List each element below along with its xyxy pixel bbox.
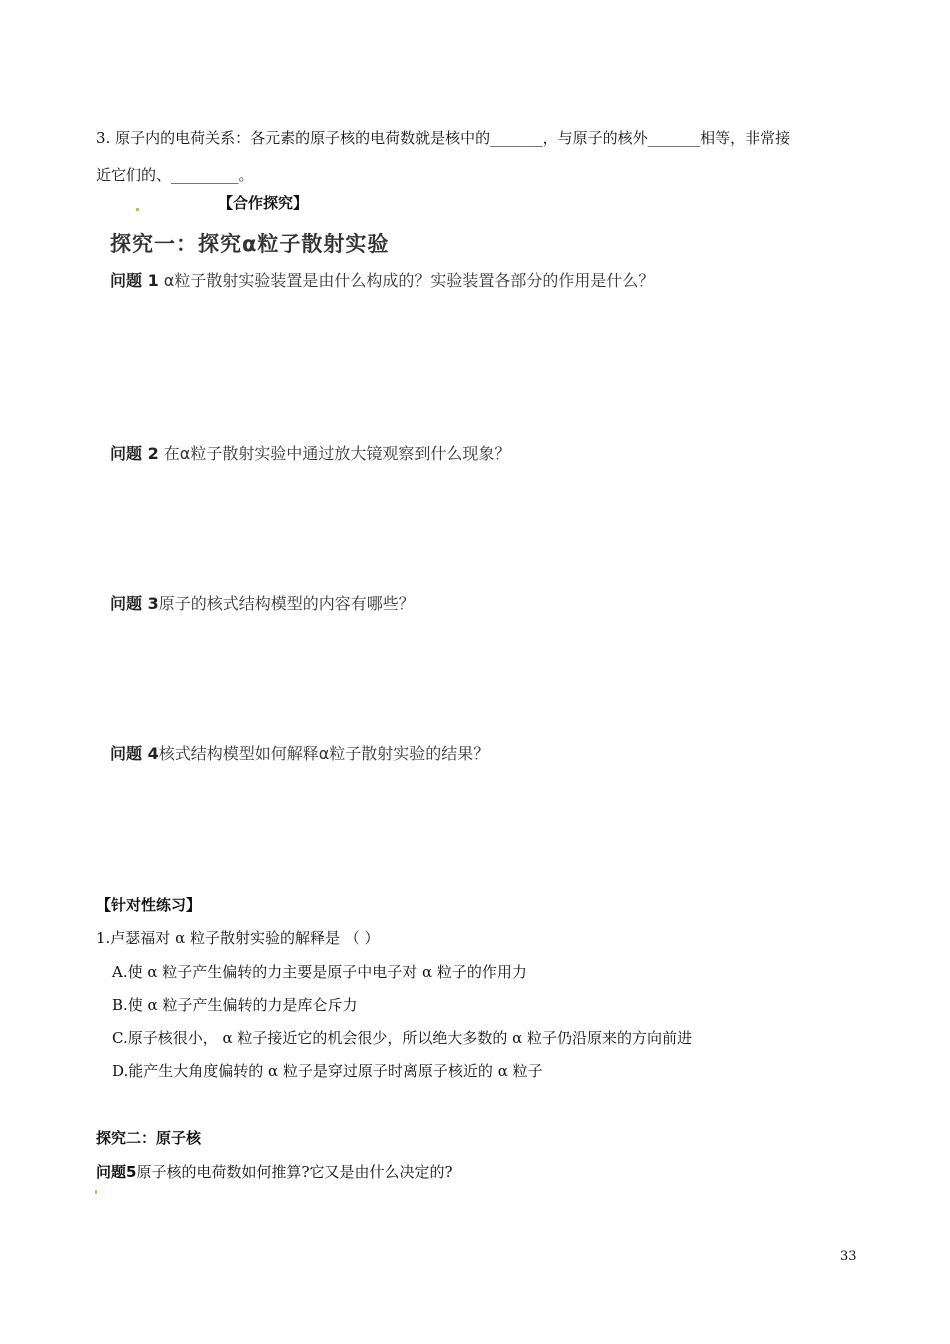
- page-number: 33: [840, 1249, 857, 1264]
- option-a: A.使 α 粒子产生偏转的力主要是原子中电子对 α 粒子的作用力: [112, 963, 527, 981]
- coop-heading: 【合作探究】: [218, 194, 309, 212]
- speck-mark: [136, 208, 139, 211]
- question-text: α粒子散射实验装置是由什么构成的？实验装置各部分的作用是什么？: [158, 271, 655, 290]
- option-b: B.使 α 粒子产生偏转的力是库仑斥力: [112, 996, 358, 1014]
- intro-line-2: 近它们的、_________。: [96, 166, 254, 184]
- option-c: C.原子核很小， α 粒子接近它的机会很少，所以绝大多数的 α 粒子仍沿原来的方向前进: [112, 1029, 693, 1047]
- question-1: [110, 268, 654, 291]
- question-text: 原子核的电荷数如何推算?它又是由什么决定的?: [136, 1163, 453, 1181]
- speck-mark: [95, 1190, 97, 1194]
- question-label: 问题 3: [110, 594, 159, 613]
- question-label: 问题 4: [110, 744, 159, 763]
- intro-line-1: 3. 原子内的电荷关系：各元素的原子核的电荷数就是核中的_______，与原子的核外_______相等，非常接: [96, 129, 791, 147]
- question-5: [96, 1162, 453, 1182]
- explore2-title: 探究二：原子核: [96, 1129, 202, 1147]
- practice-question: 1.卢瑟福对 α 粒子散射实验的解释是 （ ）: [96, 929, 380, 947]
- explore1-title: 探究一：探究α粒子散射实验: [110, 232, 390, 256]
- question-3: [110, 591, 415, 614]
- question-text: 在α粒子散射实验中通过放大镜观察到什么现象？: [158, 444, 511, 463]
- question-text: 核式结构模型如何解释α粒子散射实验的结果？: [158, 744, 490, 763]
- option-d: D.能产生大角度偏转的 α 粒子是穿过原子时离原子核近的 α 粒子: [112, 1062, 543, 1080]
- question-2: [110, 441, 510, 464]
- question-label: 问题 2: [110, 444, 159, 463]
- practice-heading: 【针对性练习】: [96, 896, 202, 914]
- question-4: [110, 741, 489, 764]
- question-label: 问题 1: [110, 271, 159, 290]
- question-label: 问题5: [96, 1163, 137, 1181]
- question-text: 原子的核式结构模型的内容有哪些？: [158, 594, 415, 613]
